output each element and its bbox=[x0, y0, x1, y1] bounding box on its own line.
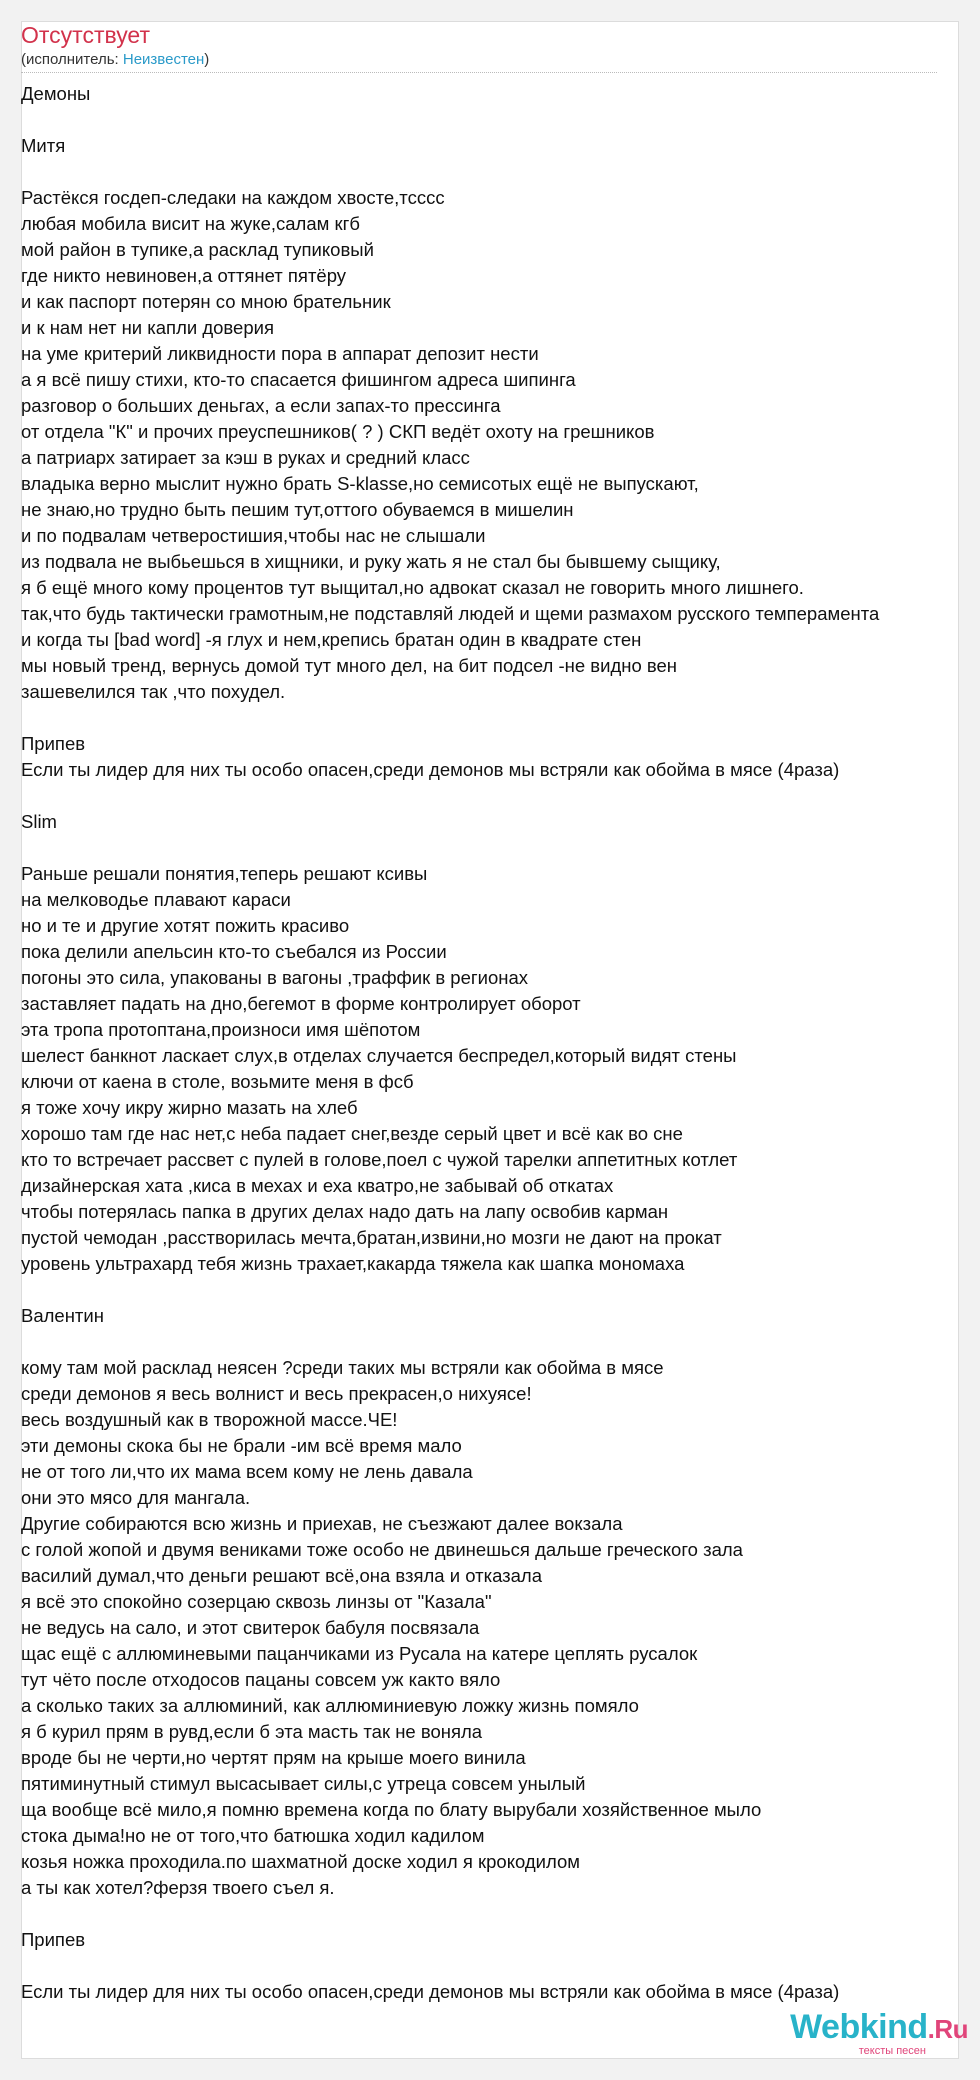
lyric-line: ща вообще всё мило,я помню времена когда по блату вырубали хозяйственное мыло bbox=[21, 1799, 762, 1820]
lyric-line: на уме критерий ликвидности пора в аппарат депозит нести bbox=[21, 343, 539, 364]
lyric-line: Раньше решали понятия,теперь решают ксивы bbox=[21, 863, 428, 884]
lyric-line bbox=[21, 1329, 973, 1355]
logo-tld: .Ru bbox=[927, 2014, 968, 2044]
lyric-line: Припев bbox=[21, 1929, 86, 1950]
lyric-line: щас ещё с аллюминевыми пацанчиками из Русала на катере цеплять русалок bbox=[21, 1643, 698, 1664]
logo-brand: Webkind bbox=[790, 2008, 928, 2046]
lyric-line: где никто невиновен,а оттянет пятёру bbox=[21, 265, 347, 286]
lyric-line: чтобы потерялась папка в других делах надо дать на лапу освобив карман bbox=[21, 1201, 669, 1222]
lyric-line: вроде бы не черти,но чертят прям на крыше моего винила bbox=[21, 1747, 526, 1768]
lyric-line: ключи от каена в столе, возьмите меня в фсб bbox=[21, 1071, 414, 1092]
lyric-line: не от того ли,что их мама всем кому не лень давала bbox=[21, 1461, 473, 1482]
lyric-line bbox=[21, 107, 973, 133]
lyric-line: мой район в тупике,а расклад тупиковый bbox=[21, 239, 374, 260]
lyric-line: козья ножка проходила.по шахматной доске ходил я крокодилом bbox=[21, 1851, 581, 1872]
lyric-line: Если ты лидер для них ты особо опасен,среди демонов мы встряли как обойма в мясе (4раза) bbox=[21, 1981, 840, 2002]
lyric-line: Демоны bbox=[21, 83, 91, 104]
lyric-line: Растёкся госдеп-следаки на каждом хвосте,тсссс bbox=[21, 187, 445, 208]
lyric-line: а я всё пишу стихи, кто-то спасается фишингом адреса шипинга bbox=[21, 369, 576, 390]
lyric-line bbox=[21, 1901, 973, 1927]
lyric-line: пятиминутный стимул высасывает силы,с утреца совсем унылый bbox=[21, 1773, 586, 1794]
lyric-line: на мелководье плавают караси bbox=[21, 889, 291, 910]
lyric-line: заставляет падать на дно,бегемот в форме контролирует оборот bbox=[21, 993, 581, 1014]
lyric-line: из подвала не выбьешься в хищники, и руку жать я не стал бы бывшему сыщику, bbox=[21, 551, 721, 572]
lyric-line: среди демонов я весь волнист и весь прекрасен,о нихуясе! bbox=[21, 1383, 532, 1404]
lyric-line: а патриарх затирает за кэш в руках и средний класс bbox=[21, 447, 470, 468]
lyric-line: пустой чемодан ,расстворилась мечта,братан,извини,но мозги не дают на прокат bbox=[21, 1227, 722, 1248]
lyric-line: кому там мой расклад неясен ?среди таких мы встряли как обойма в мясе bbox=[21, 1357, 664, 1378]
lyric-line: хорошо там где нас нет,с неба падает снег,везде серый цвет и всё как во сне bbox=[21, 1123, 683, 1144]
lyric-line: стока дыма!но не от того,что батюшка ходил кадилом bbox=[21, 1825, 485, 1846]
lyric-line: Припев bbox=[21, 733, 86, 754]
lyric-line: владыка верно мыслит нужно брать S-klasse,но семисотых ещё не выпускают, bbox=[21, 473, 699, 494]
lyric-line: и как паспорт потерян со мною брательник bbox=[21, 291, 391, 312]
lyric-line: тут чёто после отходосов пацаны совсем уж както вяло bbox=[21, 1669, 501, 1690]
performer-prefix: (исполнитель: bbox=[21, 51, 123, 68]
lyric-line bbox=[21, 783, 973, 809]
song-title: Отсутствует bbox=[21, 22, 150, 48]
lyric-line: и по подвалам четверостишия,чтобы нас не слышали bbox=[21, 525, 486, 546]
lyric-line: зашевелился так ,что похудел. bbox=[21, 681, 286, 702]
webkind-logo[interactable] bbox=[790, 2009, 968, 2057]
lyric-line: дизайнерская хата ,киса в мехах и еха кватро,не забывай об откатах bbox=[21, 1175, 614, 1196]
header-divider bbox=[21, 72, 937, 73]
lyric-line: я тоже хочу икру жирно мазать на хлеб bbox=[21, 1097, 358, 1118]
lyric-line: а сколько таких за аллюминий, как аллюминиевую ложку жизнь помяло bbox=[21, 1695, 639, 1716]
lyric-line: эти демоны скока бы не брали -им всё время мало bbox=[21, 1435, 462, 1456]
lyric-line: уровень ультрахард тебя жизнь трахает,какарда тяжела как шапка мономаха bbox=[21, 1253, 685, 1274]
lyric-line: не ведусь на сало, и этот свитерок бабуля посвязала bbox=[21, 1617, 480, 1638]
lyric-line bbox=[21, 705, 973, 731]
lyric-line: я б ещё много кому процентов тут выщитал,но адвокат сказал не говорить много лишнего. bbox=[21, 577, 804, 598]
logo-tagline: тексты песен bbox=[858, 2045, 926, 2057]
lyric-line: василий думал,что деньги решают всё,она взяла и отказала bbox=[21, 1565, 542, 1586]
lyric-line: и когда ты [bad word] -я глух и нем,крепись братан один в квадрате стен bbox=[21, 629, 642, 650]
lyric-line: Валентин bbox=[21, 1305, 104, 1326]
lyric-line: не знаю,но трудно быть пешим тут,оттого обуваемся в мишелин bbox=[21, 499, 574, 520]
lyric-line: шелест банкнот ласкает слух,в отделах случается беспредел,который видят стены bbox=[21, 1045, 737, 1066]
lyrics-body bbox=[21, 81, 973, 2005]
lyric-line: я всё это спокойно созерцаю сквозь линзы от "Казала" bbox=[21, 1591, 492, 1612]
lyric-line bbox=[21, 835, 973, 861]
lyric-line bbox=[21, 1277, 973, 1303]
lyric-line: я б курил прям в рувд,если б эта масть так не воняла bbox=[21, 1721, 483, 1742]
lyric-line bbox=[21, 1953, 973, 1979]
performer-link[interactable]: Неизвестен bbox=[122, 51, 205, 68]
lyric-line bbox=[21, 159, 973, 185]
lyric-line: они это мясо для мангала. bbox=[21, 1487, 251, 1508]
lyric-line: и к нам нет ни капли доверия bbox=[21, 317, 274, 338]
performer-line bbox=[21, 50, 209, 70]
performer-suffix: ) bbox=[204, 51, 210, 68]
lyric-line: кто то встречает рассвет с пулей в голове,поел с чужой тарелки аппетитных котлет bbox=[21, 1149, 738, 1170]
logo-wordmark bbox=[790, 2009, 968, 2047]
lyric-line: с голой жопой и двумя вениками тоже особо не двинешься дальше греческого зала bbox=[21, 1539, 743, 1560]
lyric-line: погоны это сила, упакованы в вагоны ,траффик в регионах bbox=[21, 967, 529, 988]
lyric-line: Если ты лидер для них ты особо опасен,среди демонов мы встряли как обойма в мясе (4раза) bbox=[21, 759, 840, 780]
lyric-line: разговор о больших деньгах, а если запах-то прессинга bbox=[21, 395, 501, 416]
lyric-line: а ты как хотел?ферзя твоего съел я. bbox=[21, 1877, 335, 1898]
lyric-line: но и те и другие хотят пожить красиво bbox=[21, 915, 350, 936]
lyric-line: эта тропа протоптана,произноси имя шёпотом bbox=[21, 1019, 421, 1040]
lyric-line: весь воздушный как в творожной массе.ЧЕ! bbox=[21, 1409, 398, 1430]
lyric-line: Другие собираются всю жизнь и приехав, не съезжают далее вокзала bbox=[21, 1513, 623, 1534]
lyric-line: Slim bbox=[21, 811, 57, 832]
lyric-line: пока делили апельсин кто-то съебался из России bbox=[21, 941, 447, 962]
lyric-line: так,что будь тактически грамотным,не подставляй людей и щеми размахом русского темперамента bbox=[21, 603, 880, 624]
lyric-line: Митя bbox=[21, 135, 66, 156]
lyric-line: мы новый тренд, вернусь домой тут много дел, на бит подсел -не видно вен bbox=[21, 655, 678, 676]
lyric-line: от отдела "К" и прочих преуспешников( ? ) СКП ведёт охоту на грешников bbox=[21, 421, 655, 442]
lyric-line: любая мобила висит на жуке,салам кгб bbox=[21, 213, 360, 234]
